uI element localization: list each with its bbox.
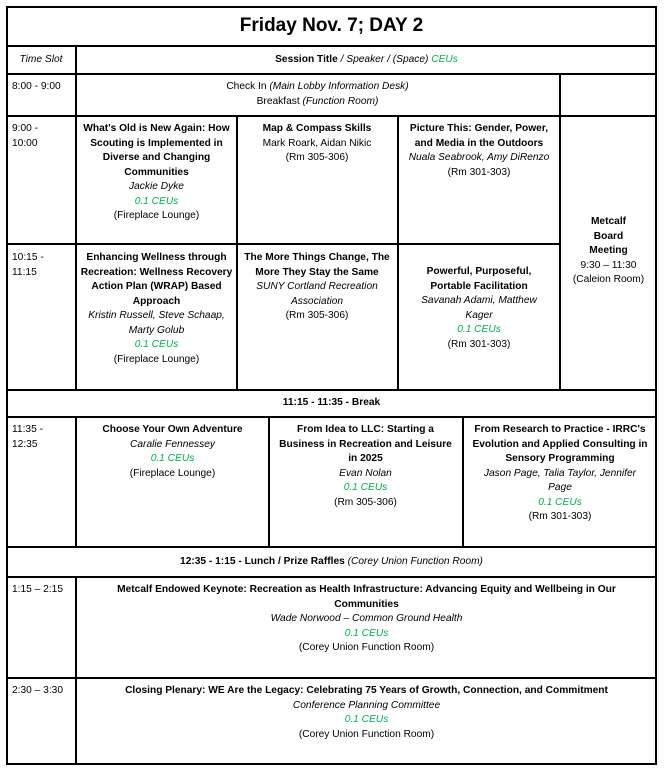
session-speaker: Mark Roark, Aidan Nikic (262, 137, 372, 149)
time-slot: 1:15 – 2:15 (12, 584, 63, 595)
session-cell (77, 417, 268, 546)
session-ceus: 0.1 CEUs (343, 482, 388, 493)
time-slot: 10:15 - 11:15 (12, 252, 44, 278)
session-room: (Rm 305-306) (334, 496, 397, 508)
lunch-row (6, 547, 657, 576)
session-speaker: Jason Page, Talia Taylor, Jennifer Page (483, 467, 637, 493)
session-room: (Fireplace Lounge) (129, 467, 216, 479)
session-ceus: 0.1 CEUs (134, 195, 179, 207)
checkin-cell (76, 74, 559, 115)
closing-speaker: Conference Planning Committee (292, 699, 441, 711)
header-separator: / (337, 54, 347, 65)
time-slot: 9:00 - 10:00 (12, 123, 39, 149)
page-title: Friday Nov. 7; DAY 2 (239, 15, 424, 36)
session-title: Choose Your Own Adventure (102, 424, 243, 435)
session-ceus: 0.1 CEUs (150, 453, 195, 464)
lunch-label: 12:35 - 1:15 - Lunch / Prize Raffles (180, 556, 348, 567)
session-cell (400, 245, 558, 389)
header-session (76, 46, 657, 73)
session-cell (79, 245, 234, 389)
break-row: 11:15 - 11:35 - Break (282, 397, 381, 408)
session-title: Picture This: Gender, Power, and Media in the Outdoors (409, 123, 549, 149)
session-title: From Idea to LLC: Starting a Business in Recreation and Leisure in 2025 (279, 424, 452, 464)
session-speaker: Jackie Dyke (129, 181, 184, 192)
session-ceus: 0.1 CEUs (134, 339, 179, 350)
session-cell (80, 116, 233, 243)
board-meeting-room: (Caleion Room) (572, 274, 645, 285)
keynote-room: (Corey Union Function Room) (298, 642, 435, 653)
session-speaker: SUNY Cortland Recreation Association (256, 281, 378, 307)
session-cell (464, 417, 656, 546)
session-title: What's Old is New Again: How Scouting is Implemented in Diverse and Changing Communities (83, 123, 230, 178)
session-room: (Rm 301-303) (447, 338, 511, 350)
divider (397, 115, 399, 389)
header-speaker: Speaker (346, 54, 385, 65)
session-room: (Rm 305-306) (285, 310, 349, 321)
header-space: (Space) (392, 54, 429, 65)
session-room: (Rm 305-306) (285, 152, 349, 163)
session-speaker: Evan Nolan (339, 467, 392, 479)
header-ceus: CEUs (431, 54, 458, 65)
session-room: (Fireplace Lounge) (113, 353, 200, 365)
board-meeting-time: 9:30 – 11:30 (580, 259, 637, 271)
session-room: (Fireplace Lounge) (113, 210, 200, 221)
closing-ceus: 0.1 CEUs (344, 714, 389, 725)
session-room: (Rm 301-303) (528, 511, 592, 522)
keynote-ceus: 0.1 CEUs (344, 627, 389, 639)
keynote-title: Metcalf Endowed Keynote: Recreation as Health Infrastructure: Advancing Equity and Wellbeing in Our Communities (117, 584, 616, 610)
session-speaker: Caralie Fennessey (130, 438, 215, 450)
session-room: (Rm 301-303) (447, 166, 511, 178)
session-ceus: 0.1 CEUs (538, 496, 582, 508)
closing-room: (Corey Union Function Room) (298, 728, 435, 740)
checkin-label: Check In (226, 81, 270, 92)
header-session-title: Session Title (275, 54, 338, 65)
time-slot: 8:00 - 9:00 (12, 81, 61, 92)
header-time-slot: Time Slot (19, 54, 63, 65)
checkin-line (76, 80, 559, 95)
session-speaker: Nuala Seabrook, Amy DiRenzo (408, 152, 550, 163)
breakfast-line (76, 95, 559, 110)
session-title: Powerful, Purposeful, Portable Facilitation (426, 266, 532, 292)
closing-cell (77, 678, 656, 764)
keynote-cell (77, 577, 656, 677)
session-cell (400, 116, 558, 243)
session-cell (240, 116, 394, 243)
session-title: Enhancing Wellness through Recreation: Wellness Recovery Action Plan (WRAP) Based Approach (80, 252, 233, 307)
checkin-location: (Main Lobby Information Desk) (269, 81, 409, 92)
breakfast-label: Breakfast (256, 95, 303, 107)
session-ceus: 0.1 CEUs (457, 324, 501, 335)
keynote-speaker: Wade Norwood – Common Ground Health (270, 613, 463, 624)
divider (236, 115, 238, 389)
board-meeting-title: Metcalf Board Meeting (589, 216, 628, 256)
session-speaker: Kristin Russell, Steve Schaap, Marty Golub (88, 310, 225, 336)
board-meeting-cell (561, 116, 656, 389)
session-cell (270, 417, 461, 546)
session-cell (239, 245, 395, 389)
breakfast-location: (Function Room) (302, 95, 379, 107)
session-speaker: Savanah Adami, Matthew Kager (421, 295, 537, 321)
closing-title: Closing Plenary: WE Are the Legacy: Celebrating 75 Years of Growth, Connection, and Commitment (125, 685, 608, 696)
lunch-location: (Corey Union Function Room) (347, 556, 483, 567)
session-title: Map & Compass Skills (262, 123, 372, 134)
session-title: From Research to Practice - IRRC's Evolution and Applied Consulting in Sensory Programming (472, 424, 648, 464)
time-slot: 11:35 - 12:35 (12, 424, 43, 450)
session-title: The More Things Change, The More They Stay the Same (244, 252, 390, 278)
header-separator: / (384, 54, 393, 65)
time-slot: 2:30 – 3:30 (12, 685, 63, 696)
